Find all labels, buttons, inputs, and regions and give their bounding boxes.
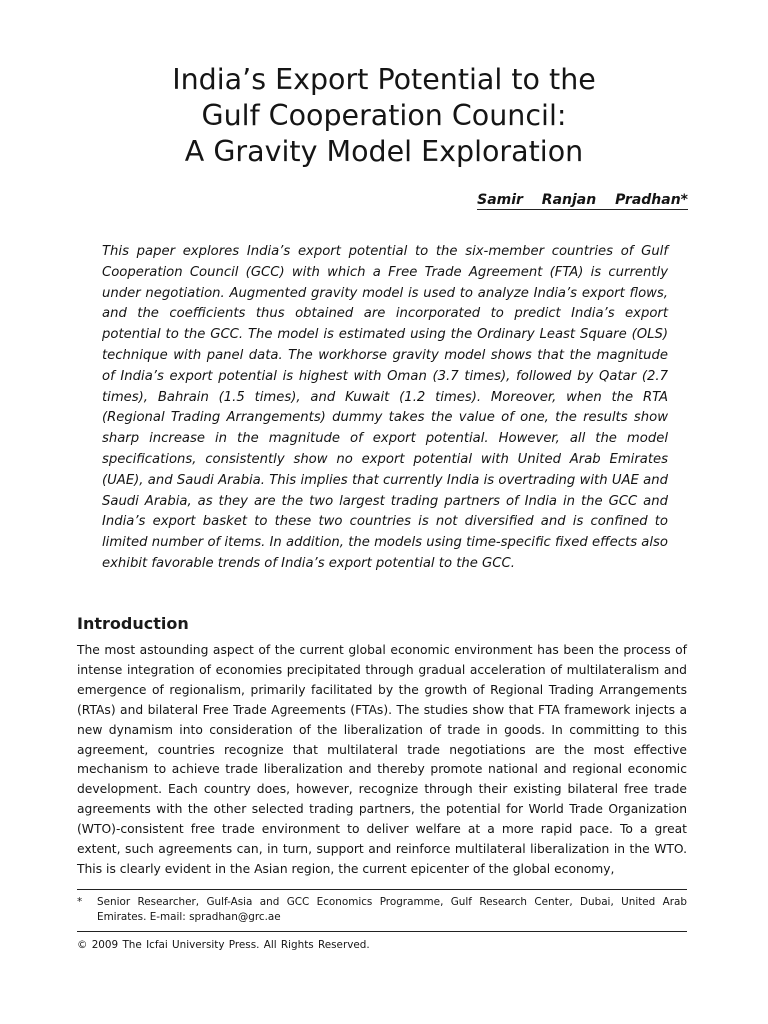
introduction-paragraph: The most astounding aspect of the current global economic environment has been the process of intense integration of economies precipitated through gradual acceleration of multilateralism and emergence of regionalism, primarily facilitated by the growth of Regional Trading Arrangements (RTAs) and bilateral Free Trade Agreements (FTAs). The studies show that FTA framework injects a new dynamism into consideration of the liberalization of trade in goods. In committing to this agreement, countries recognize that multilateral trade negotiations are the most effective mechanism to achieve trade liberalization and thereby promote national and regional economic development. Each country does, however, recognize through their existing bilateral free trade agreements with the other selected trading partners, the potential for World Trade Organization (WTO)-consistent free trade environment to deliver welfare at a more rapid pace. To a great extent, such agreements can, in turn, support and reinforce multilateral liberalization in the WTO. This is clearly evident in the Asian region, the current epicenter of the global economy, <box>77 643 687 876</box>
title-line-2: Gulf Cooperation Council: <box>201 99 567 132</box>
title-line-3: A Gravity Model Exploration <box>184 135 584 168</box>
author-name: Samir Ranjan Pradhan* <box>477 192 688 208</box>
title-line-1: India’s Export Potential to the <box>172 63 596 96</box>
paper-title <box>0 62 768 170</box>
copyright-notice: © 2009 The Icfai University Press. All Rights Reserved. <box>77 939 370 951</box>
footnote-divider <box>77 889 687 890</box>
abstract-text: This paper explores India’s export potential to the six-member countries of Gulf Cooperation Council (GCC) with which a Free Trade Agreement (FTA) is currently under negotiation. Augmented gravity model is used to analyze India’s export flows, and the coefficients thus obtained are incorporated to predict India’s export potential to the GCC. The model is estimated using the Ordinary Least Square (OLS) technique with panel data. The workhorse gravity model shows that the magnitude of India’s export potential is highest with Oman (3.7 times), followed by Qatar (2.7 times), Bahrain (1.5 times), and Kuwait (1.2 times). Moreover, when the RTA (Regional Trading Arrangements) dummy takes the value of one, the results show sharp increase in the magnitude of export potential. However, all the model specifications, consistently show no export potential with United Arab Emirates (UAE), and Saudi Arabia. This implies that currently India is overtrading with UAE and Saudi Arabia, as they are the two largest trading partners of India in the GCC and India’s export basket to these two countries is not diversified and is confined to limited number of items. In addition, the models using time-specific fixed effects also exhibit favorable trends of India’s export potential to the GCC. <box>102 244 668 571</box>
footnote-text: Senior Researcher, Gulf-Asia and GCC Economics Programme, Gulf Research Center, Dubai, United Arab Emirates. E-mail: spradhan@grc.ae <box>97 896 687 923</box>
footnote <box>77 895 687 924</box>
copyright-divider <box>77 931 687 932</box>
section-heading-introduction: Introduction <box>77 614 189 633</box>
footnote-mark: * <box>77 896 83 908</box>
